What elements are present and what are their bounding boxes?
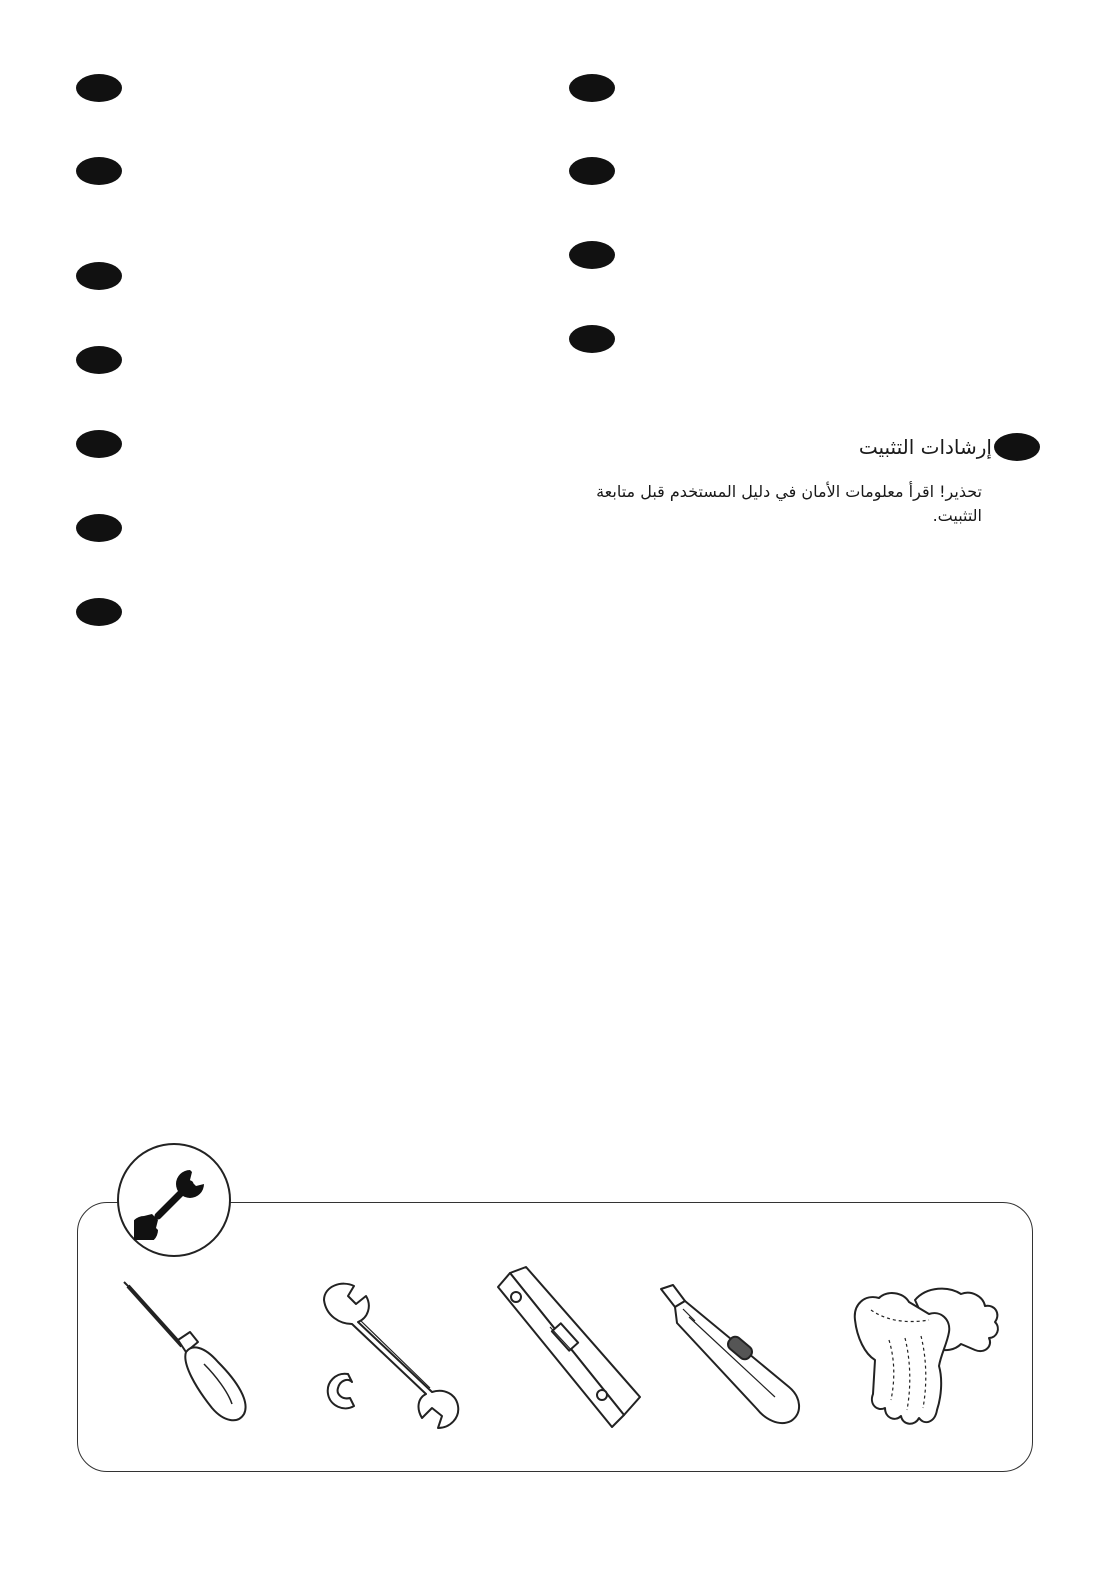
section-bullet-right-4: [569, 325, 615, 353]
tools-badge: [117, 1143, 231, 1257]
section-bullet-left-3: [76, 262, 122, 290]
section-bullet-right-3: [569, 241, 615, 269]
section-bullet-left-2: [76, 157, 122, 185]
section-bullet-left-7: [76, 598, 122, 626]
installation-heading-text: إرشادات التثبيت: [858, 435, 992, 459]
section-bullet-right-1: [569, 74, 615, 102]
utility-knife-icon: [655, 1283, 810, 1428]
installation-heading: [560, 430, 1040, 464]
work-gloves-icon: [845, 1280, 1005, 1430]
safety-warning-text: تحذير! اقرأ معلومات الأمان في دليل المستخدم قبل متابعة التثبيت.: [596, 482, 982, 525]
section-bullet-left-1: [76, 74, 122, 102]
section-bullet-left-6: [76, 514, 122, 542]
section-bullet-left-4: [76, 346, 122, 374]
screwdriver-icon: [120, 1278, 260, 1428]
section-bullet-right-2: [569, 157, 615, 185]
open-end-wrench-icon: [312, 1280, 467, 1430]
spirit-level-icon: [490, 1265, 645, 1430]
wrench-icon: [134, 1160, 214, 1240]
installation-heading-bullet: [994, 433, 1040, 461]
section-bullet-left-5: [76, 430, 122, 458]
